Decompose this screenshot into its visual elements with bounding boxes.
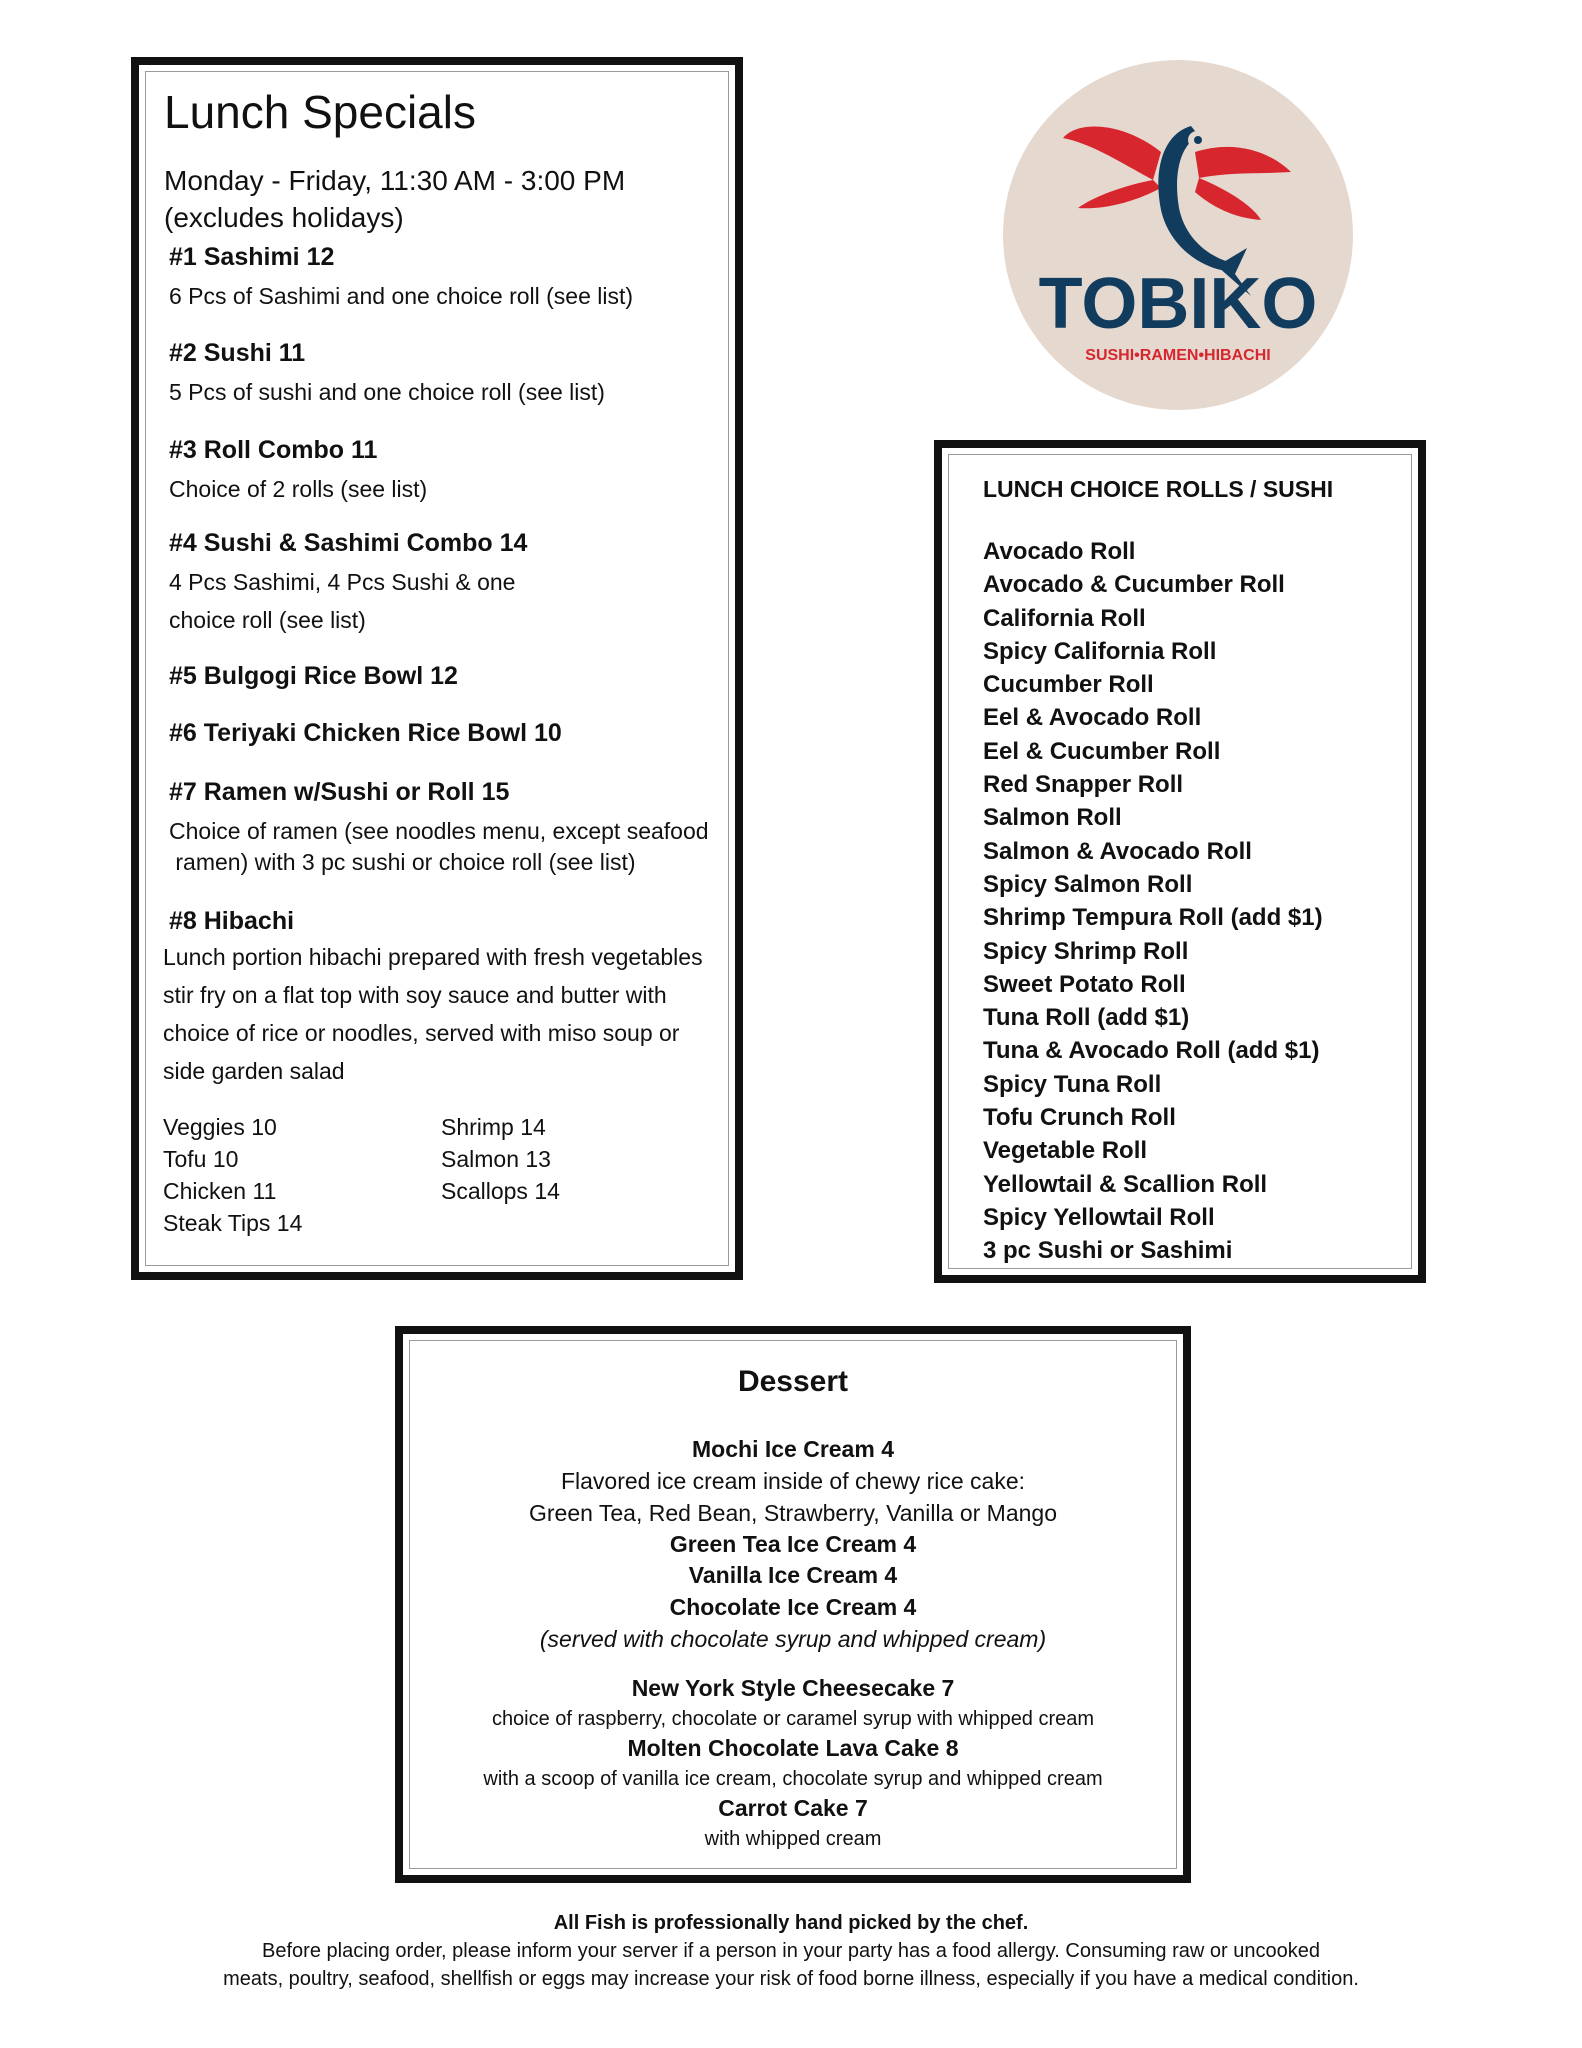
- footer-allergy-line2: meats, poultry, seafood, shellfish or eggs may increase your risk of food borne illness, especially if you have a medical condition.: [223, 1968, 1359, 1990]
- hibachi-prices-left: [163, 1111, 302, 1239]
- carrot-cake-name: Carrot Cake 7: [718, 1795, 868, 1821]
- lava-cake-desc: with a scoop of vanilla ice cream, chocolate syrup and whipped cream: [483, 1768, 1103, 1790]
- list-item: Sweet Potato Roll: [983, 970, 1186, 998]
- list-item: Spicy Salmon Roll: [983, 870, 1193, 898]
- list-item: Yellowtail & Scallion Roll: [983, 1170, 1268, 1198]
- list-item: Eel & Cucumber Roll: [983, 737, 1221, 765]
- lava-cake-name: Molten Chocolate Lava Cake 8: [627, 1735, 959, 1761]
- special-7-desc-line1: Choice of ramen (see noodles menu, except seafood: [169, 818, 709, 844]
- list-item: Salmon Roll: [983, 804, 1122, 832]
- special-8-desc-line3: choice of rice or noodles, served with miso soup or: [163, 1020, 680, 1046]
- vanilla-ice-cream: Vanilla Ice Cream 4: [688, 1562, 898, 1588]
- choice-rolls-panel: [934, 440, 1426, 1283]
- hibachi-price-tofu: Tofu 10: [163, 1146, 239, 1172]
- list-item: Tofu Crunch Roll: [983, 1104, 1176, 1132]
- list-item: Spicy California Roll: [983, 637, 1217, 665]
- special-1-name: #1 Sashimi 12: [169, 243, 335, 271]
- list-item: Shrimp Tempura Roll (add $1): [983, 904, 1323, 932]
- list-item: Red Snapper Roll: [983, 771, 1184, 799]
- chocolate-ice-cream: Chocolate Ice Cream 4: [669, 1594, 917, 1620]
- cheesecake-name: New York Style Cheesecake 7: [631, 1675, 955, 1701]
- mochi-name: Mochi Ice Cream 4: [692, 1436, 894, 1462]
- mochi-desc-line2: Green Tea, Red Bean, Strawberry, Vanilla or Mango: [528, 1500, 1057, 1526]
- hibachi-price-veggies: Veggies 10: [163, 1114, 277, 1140]
- lunch-hours: Monday - Friday, 11:30 AM - 3:00 PM: [164, 165, 626, 196]
- ice-cream-note: (served with chocolate syrup and whipped cream): [539, 1626, 1047, 1652]
- list-item: California Roll: [983, 604, 1146, 632]
- special-4-name: #4 Sushi & Sashimi Combo 14: [169, 529, 528, 557]
- tobiko-logo: [1003, 60, 1353, 410]
- dessert-title: Dessert: [737, 1365, 849, 1398]
- special-3-name: #3 Roll Combo 11: [169, 436, 378, 464]
- special-8-desc-line1: Lunch portion hibachi prepared with fresh vegetables: [163, 944, 703, 970]
- footer-allergy-line1: Before placing order, please inform your server if a person in your party has a food allergy. Consuming raw or uncooked: [262, 1940, 1320, 1962]
- list-item: Tuna Roll (add $1): [983, 1004, 1190, 1032]
- special-5-name: #5 Bulgogi Rice Bowl 12: [169, 662, 458, 690]
- list-item: Avocado & Cucumber Roll: [983, 571, 1285, 599]
- special-7-name: #7 Ramen w/Sushi or Roll 15: [169, 778, 510, 806]
- lunch-specials-title: Lunch Specials: [164, 86, 476, 138]
- list-item: Cucumber Roll: [983, 671, 1154, 699]
- lunch-specials-panel: [131, 57, 743, 1280]
- cheesecake-desc: choice of raspberry, chocolate or caramel syrup with whipped cream: [491, 1708, 1095, 1730]
- logo-wordmark: TOBIKO: [1038, 264, 1318, 344]
- logo-tagline: SUSHI•RAMEN•HIBACHI: [1085, 347, 1271, 364]
- special-4-desc-line2: choice roll (see list): [169, 607, 366, 633]
- list-item: 3 pc Sushi or Sashimi: [983, 1237, 1233, 1265]
- dessert-panel: [395, 1326, 1191, 1883]
- list-item: Spicy Shrimp Roll: [983, 937, 1189, 965]
- special-8-name: #8 Hibachi: [169, 907, 295, 935]
- hibachi-prices-right: [441, 1111, 560, 1207]
- special-2-name: #2 Sushi 11: [169, 339, 306, 367]
- special-6-name: #6 Teriyaki Chicken Rice Bowl 10: [169, 719, 562, 747]
- special-2-desc: 5 Pcs of sushi and one choice roll (see list): [169, 379, 605, 405]
- special-3-desc: Choice of 2 rolls (see list): [169, 476, 428, 502]
- choice-rolls-title: LUNCH CHOICE ROLLS / SUSHI: [983, 476, 1334, 502]
- hibachi-price-scallops: Scallops 14: [441, 1178, 560, 1204]
- hibachi-price-shrimp: Shrimp 14: [441, 1114, 546, 1140]
- hibachi-price-steak: Steak Tips 14: [163, 1210, 303, 1236]
- green-tea-ice-cream: Green Tea Ice Cream 4: [669, 1531, 917, 1557]
- choice-rolls-list: [983, 535, 1323, 1268]
- mochi-desc-line1: Flavored ice cream inside of chewy rice cake:: [560, 1468, 1026, 1494]
- list-item: Eel & Avocado Roll: [983, 704, 1202, 732]
- special-1-desc: 6 Pcs of Sashimi and one choice roll (see list): [169, 283, 634, 309]
- special-7-desc-line2: ramen) with 3 pc sushi or choice roll (see list): [169, 849, 636, 875]
- hibachi-price-salmon: Salmon 13: [441, 1146, 551, 1172]
- special-8-desc-line4: side garden salad: [163, 1058, 345, 1084]
- list-item: Tuna & Avocado Roll (add $1): [983, 1037, 1320, 1065]
- special-4-desc-line1: 4 Pcs Sashimi, 4 Pcs Sushi & one: [169, 569, 516, 595]
- list-item: Spicy Tuna Roll: [983, 1070, 1162, 1098]
- list-item: Vegetable Roll: [983, 1137, 1148, 1165]
- hibachi-price-chicken: Chicken 11: [163, 1178, 277, 1204]
- list-item: Avocado Roll: [983, 538, 1136, 565]
- footer-fish-note: All Fish is professionally hand picked by the chef.: [553, 1912, 1029, 1934]
- list-item: Salmon & Avocado Roll: [983, 837, 1252, 865]
- carrot-cake-desc: with whipped cream: [704, 1828, 882, 1850]
- lunch-hours-note: (excludes holidays): [164, 202, 404, 233]
- special-8-desc-line2: stir fry on a flat top with soy sauce and butter with: [163, 982, 667, 1008]
- list-item: Spicy Yellowtail Roll: [983, 1203, 1215, 1231]
